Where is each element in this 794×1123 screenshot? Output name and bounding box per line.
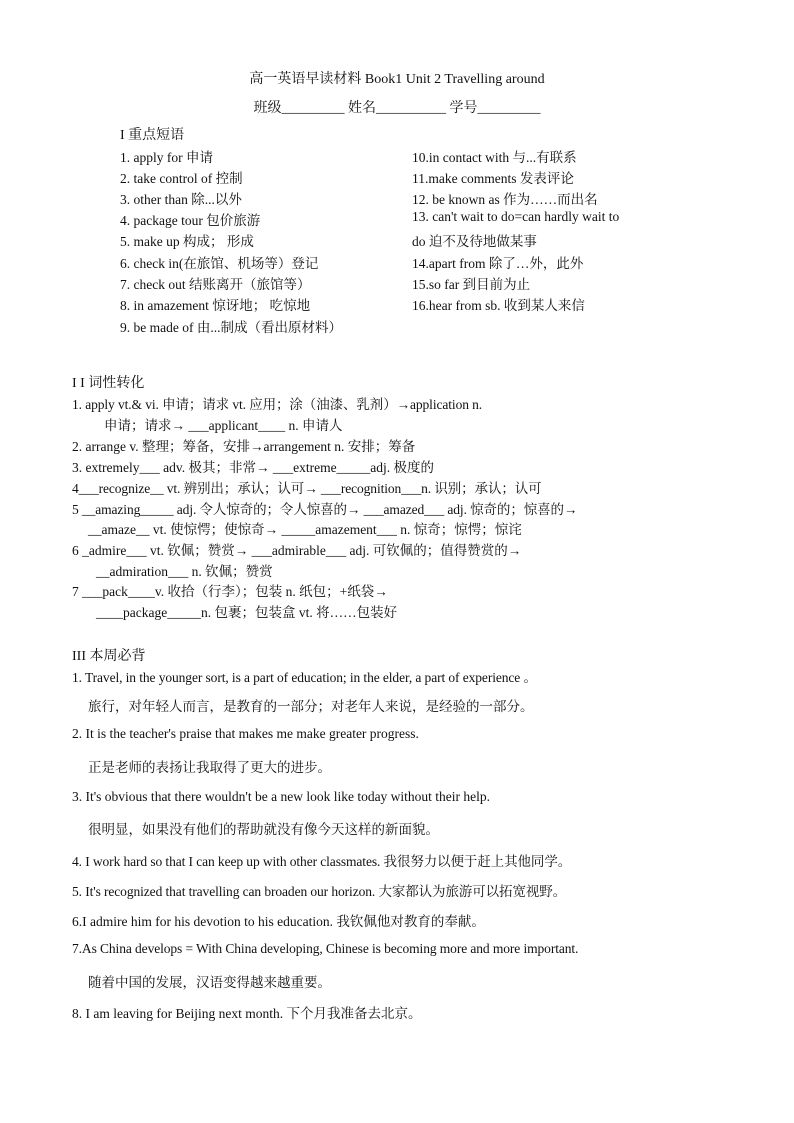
word-form-line: 3. extremely___ adv. 极其；非常→ ___extreme_____adj. 极度的 [72, 460, 435, 475]
word-form-line: 5 __amazing_____ adj. 令人惊奇的；令人惊喜的→ ___amazed___ adj. 惊奇的；惊喜的→ [72, 502, 578, 517]
phrase-item: 16.hear from sb. 收到某人来信 [412, 298, 585, 313]
phrase-item: 7. check out 结账离开（旅馆等） [120, 277, 311, 292]
word-form-line: __admiration___ n. 钦佩；赞赏 [96, 564, 273, 579]
phrase-item: 9. be made of 由...制成（看出原材料） [120, 320, 342, 335]
phrase-item: 13. can't wait to do=can hardly wait to [412, 209, 620, 224]
phrase-item: 11.make comments 发表评论 [412, 171, 574, 186]
phrase-item: 5. make up 构成； 形成 [120, 234, 254, 249]
sentence-chinese: 很明显，如果没有他们的帮助就没有像今天这样的新面貌。 [88, 822, 439, 837]
word-form-line: 1. apply vt.& vi. 申请；请求 vt. 应用；涂（油漆、乳剂）→application n. [72, 397, 483, 412]
word-form-line: 2. arrange v. 整理；筹备，安排→arrangement n. 安排；筹备 [72, 439, 416, 454]
word-form-line: __amaze__ vt. 使惊愕；使惊奇→ _____amazement___ n. 惊奇；惊愕；惊诧 [88, 522, 522, 537]
phrase-item: 4. package tour 包价旅游 [120, 213, 261, 228]
phrase-item-continuation: do 迫不及待地做某事 [412, 234, 537, 249]
sentence-english: 2. It is the teacher's praise that makes me make greater progress. [72, 726, 419, 741]
sentence-line: 8. I am leaving for Beijing next month. 下个月我准备去北京。 [72, 1006, 422, 1021]
phrase-item: 6. check in(在旅馆、机场等）登记 [120, 256, 319, 271]
word-form-line: 6 _admire___ vt. 钦佩；赞赏→ ___admirable___ adj. 可钦佩的；值得赞赏的→ [72, 543, 522, 558]
section-3-heading: III 本周必背 [72, 649, 146, 664]
phrase-item: 1. apply for 申请 [120, 150, 213, 165]
sentence-chinese: 随着中国的发展，汉语变得越来越重要。 [88, 975, 331, 990]
sentence-chinese: 正是老师的表扬让我取得了更大的进步。 [88, 760, 331, 775]
sentence-english: 7.As China develops = With China developing, Chinese is becoming more and more important. [72, 941, 579, 956]
student-info-line: 班级_________ 姓名__________ 学号_________ [253, 101, 541, 116]
phrase-item: 3. other than 除...以外 [120, 192, 242, 207]
phrase-item: 14.apart from 除了…外，此外 [412, 256, 584, 271]
sentence-chinese: 旅行，对年轻人而言，是教育的一部分；对老年人来说，是经验的一部分。 [88, 699, 534, 714]
sentence-line: 6.I admire him for his devotion to his education. 我钦佩他对教育的奉献。 [72, 914, 485, 929]
phrase-item: 15.so far 到目前为止 [412, 277, 531, 292]
word-form-line: 4___recognize__ vt. 辨别出；承认；认可→ ___recognition___n. 识别；承认；认可 [72, 481, 542, 496]
document-title: 高一英语早读材料 Book1 Unit 2 Travelling around [249, 72, 545, 87]
section-2-heading: I I 词性转化 [72, 376, 145, 391]
phrase-item: 10.in contact with 与...有联系 [412, 150, 577, 165]
sentence-line: 4. I work hard so that I can keep up with other classmates. 我很努力以便于赶上其他同学。 [72, 854, 572, 869]
sentence-line: 5. It's recognized that travelling can broaden our horizon. 大家都认为旅游可以拓宽视野。 [72, 884, 567, 899]
word-form-line: ____package_____n. 包裹；包装盒 vt. 将……包装好 [96, 605, 398, 620]
phrase-item: 12. be known as 作为……而出名 [412, 192, 598, 207]
sentence-english: 3. It's obvious that there wouldn't be a new look like today without their help. [72, 789, 491, 804]
word-form-line: 申请；请求→ ___applicant____ n. 申请人 [104, 418, 343, 433]
phrase-item: 2. take control of 控制 [120, 171, 243, 186]
sentence-english: 1. Travel, in the younger sort, is a part of education; in the elder, a part of experience 。 [72, 670, 537, 685]
word-form-line: 7 ___pack____v. 收拾（行李）；包装 n. 纸包；+纸袋→ [72, 584, 388, 599]
section-1-heading: I 重点短语 [120, 128, 185, 143]
phrase-item: 8. in amazement 惊讶地； 吃惊地 [120, 298, 311, 313]
